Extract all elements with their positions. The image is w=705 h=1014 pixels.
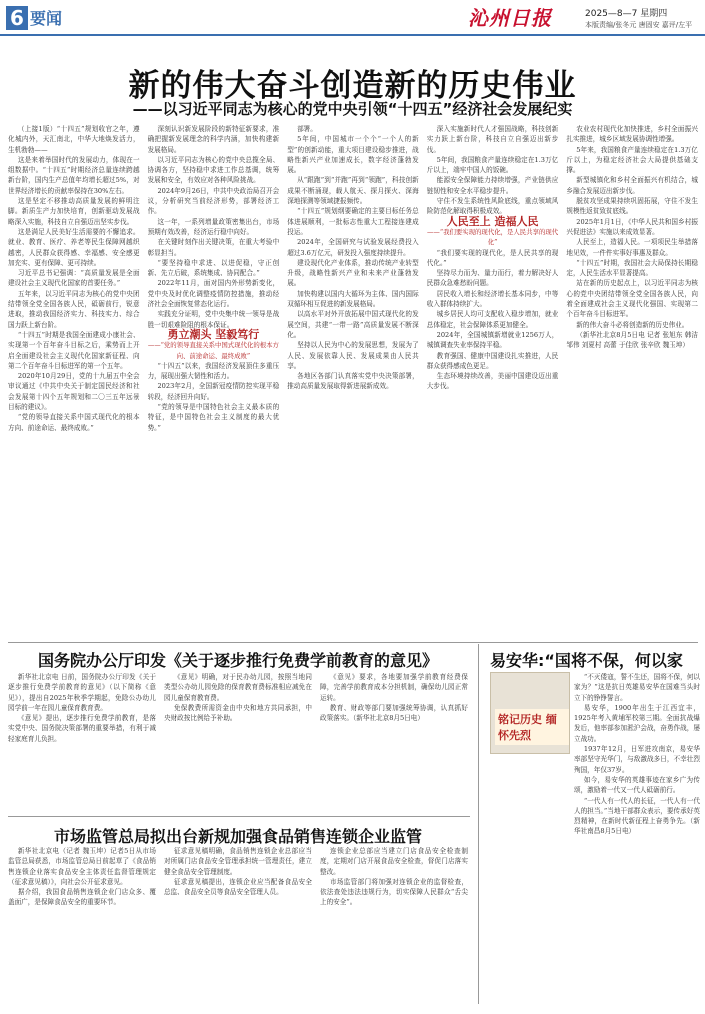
paragraph: 《意见》提出，逐步推行免费学前教育，是落实党中央、国务院决策部署的重要举措，有利于减轻家庭育儿负担。 — [8, 714, 156, 743]
paragraph: 坚持尽力而为、量力而行，着力解决好人民群众急难愁盼问题。 — [426, 269, 559, 288]
paragraph: 《意见》明确，对于民办幼儿园，按照当地同类型公办幼儿园免除的保育教育费标准相应减免在园儿童保育教育费。 — [164, 673, 312, 702]
paragraph: （上接1版）“十四五”规划收官之年，遵化城内外，天汇南北，中华大地焕发活力，生机勃勃—— — [8, 125, 140, 154]
paragraph: “十四五”时期，我国社会大局保持长期稳定，人民生活水平显著提高。 — [566, 258, 698, 278]
paragraph: 坚持以人民为中心的发展思想，发展为了人民、发展依靠人民、发展成果由人民共享。 — [287, 341, 419, 370]
paragraph: 生态环境持续改善，美丽中国建设迈出重大步伐。 — [426, 372, 559, 391]
photo-caption: 铭记历史 缅怀先烈 — [495, 709, 569, 745]
paragraph: 深入实施新时代人才强国战略，科技创新实力跃上新台阶，科技自立自强迈出新步伐。 — [426, 125, 559, 154]
paragraph: 《意见》要求，各地要加强学前教育经费保障，完善学前教育成本分担机制，确保幼儿园正常运转。 — [320, 673, 468, 702]
paragraph: 能源安全保障能力持续增强，产业链供应链韧性和安全水平稳步提升。 — [426, 176, 559, 195]
lead-column-3 — [287, 124, 419, 639]
paragraph: 五年来，以习近平同志为核心的党中央团结带领全党全国各族人民，砥砺前行，锐意进取，推动我国经济实力、科技实力、综合国力跃上新台阶。 — [8, 289, 140, 329]
page-header — [0, 0, 705, 36]
lead-article-body — [8, 124, 698, 639]
paragraph: 加快构建以国内大循环为主体、国内国际双循环相互促进的新发展格局。 — [287, 289, 419, 309]
paragraph: 2024年9月26日，中共中央政治局召开会议，分析研究当前经济形势，部署经济工作。 — [147, 186, 280, 216]
memorial-photo — [490, 672, 570, 754]
article2-body — [8, 672, 468, 807]
paragraph: 这是满足人民美好生活需要的不懈追求。就业、教育、医疗、养老等民生保障网越织越密，人民群众获得感、幸福感、安全感更加充实、更有保障、更可持续。 — [8, 227, 140, 267]
paragraph: 免保教费所需资金由中央和地方共同承担，中央财政按比例给予补助。 — [164, 703, 312, 723]
paragraph: 据介绍，我国食品销售连锁企业门店众多、覆盖面广，是保障食品安全的重要环节。 — [8, 888, 156, 907]
paragraph: 以习近平同志为核心的党中央总揽全局、协调各方，坚持稳中求进工作总基调，统筹发展和安全，有效应对各种风险挑战。 — [147, 155, 280, 185]
article4-column-1 — [8, 846, 156, 1006]
paragraph: 这一年，一系列增量政策密集出台，市场预期有效改善，经济运行稳中向好。 — [147, 217, 280, 236]
article4-body — [8, 846, 468, 1006]
paragraph: “十四五”以来，我国经济发展顶住多重压力，展现出强大韧性和活力。 — [147, 361, 280, 381]
paragraph: 2023年2月，全国新冠疫情防控实现平稳转段，经济回升向好。 — [147, 382, 280, 401]
article3-column — [574, 672, 700, 1002]
column-divider — [478, 644, 479, 1004]
article-divider — [8, 816, 470, 817]
paragraph: 人民至上，造福人民。一项项民生举措落地见效，一件件实事好事惠及群众。 — [566, 238, 698, 257]
paragraph: 站在新的历史起点上，以习近平同志为核心的党中央团结带领全党全国各族人民，向着全面建成社会主义现代化强国、实现第二个百年奋斗目标进军。 — [566, 279, 698, 319]
article2-column-1 — [8, 672, 156, 807]
paragraph: “一代人有一代人的长征，一代人有一代人的担当。”当地干部群众表示，要传承好英烈精神，在新时代新征程上奋勇争先。（新华社南昌8月5日电） — [574, 796, 700, 836]
article3-body — [490, 672, 700, 1002]
paragraph: 新型城镇化和乡村全面振兴有机结合，城乡融合发展迈出新步伐。 — [566, 176, 698, 195]
intertitle: 勇立潮头 坚毅笃行 — [167, 327, 260, 341]
paragraph: “十四五”时期是我国全面建成小康社会、实现第一个百年奋斗目标之后，乘势而上开启全面建设社会主义现代化国家新征程、向第二个百年奋斗目标进军的第一个五年。 — [8, 330, 140, 370]
paragraph: 2020年10月29日，党的十九届五中全会审议通过《中共中央关于制定国民经济和社会发展第十四个五年规划和二〇三五年远景目标的建议》。 — [8, 372, 140, 412]
article4-headline: 市场监管总局拟出台新规加强食品销售连锁企业监管 — [53, 827, 422, 846]
article2-headline: 国务院办公厅印发《关于逐步推行免费学前教育的意见》 — [37, 651, 438, 670]
paragraph: 守住不发生系统性风险底线，重点领域风险防范化解取得积极成效。 — [426, 197, 559, 216]
paragraph: 部署。 — [297, 125, 317, 133]
paragraph: 实践充分证明，党中央集中统一领导是战胜一切艰难险阻的根本保证。 — [147, 310, 280, 329]
intertitle-sub: ——“我们要实现的现代化，是人民共享的现代化” — [427, 227, 559, 247]
paragraph: 以高水平对外开放拓展中国式现代化的发展空间，共建“一带一路”高质量发展不断深化。 — [287, 310, 419, 339]
paragraph: 城乡居民人均可支配收入稳步增加，就业总体稳定，社会保障体系更加健全。 — [426, 310, 559, 329]
page-number: 6 — [6, 6, 28, 30]
lead-column-4 — [427, 124, 559, 639]
intertitle: 人民至上 造福人民 — [446, 214, 539, 228]
section-divider — [8, 642, 698, 643]
newspaper-logo: 沁州日报 — [468, 6, 552, 30]
paragraph: 从“跟跑”到“并跑”再到“领跑”，科技创新成果不断涌现，载人航天、探月探火、深海深地探测等领域捷报频传。 — [287, 176, 419, 206]
paragraph: 5年间，中国城市一个个“一个人的新型”的创新动能，重大项目建设稳步推进，战略性新兴产业加速成长，数字经济蓬勃发展。 — [287, 135, 419, 175]
paragraph: “要坚持稳中求进、以进促稳，守正创新、先立后破，系统集成、协同配合。” — [147, 258, 280, 278]
paragraph: 2024年，全国城镇新增就业1256万人，城镇调查失业率保持平稳。 — [426, 330, 559, 350]
paragraph: 2022年11月，面对国内外形势新变化，党中央及时优化调整疫情防控措施，推动经济社会全面恢复常态化运行。 — [147, 279, 280, 309]
paragraph: 各地区各部门认真落实党中央决策部署，推动高质量发展取得新进展新成效。 — [287, 372, 419, 391]
paragraph: 1937年12月，日军进攻南京，易安华率部坚守光华门，与敌激战多日，不幸壮烈殉国，年仅37岁。 — [574, 745, 700, 774]
paragraph: 征求意见稿明确，食品销售连锁企业总部应当对所属门店食品安全管理承担统一管理责任，建立健全食品安全管理制度。 — [164, 847, 312, 876]
article3-headline: 易安华:“国将不保，何以家 — [490, 651, 683, 670]
paragraph: 新的伟大奋斗必将创造新的历史伟业。 — [576, 320, 689, 329]
paragraph: 新华社北京电 日前，国务院办公厅印发《关于逐步推行免费学前教育的意见》（以下简称《意见》），提出自2025年秋季学期起，免除公办幼儿园学前一年在园儿童保育教育费。 — [8, 673, 156, 712]
section-name: 要闻 — [30, 9, 63, 28]
lead-column-2 — [148, 124, 280, 639]
lead-column-5 — [566, 124, 698, 639]
paragraph: 市场监管部门将加强对连锁企业的监督检查，依法查处违法违规行为，切实保障人民群众“舌尖上的安全”。 — [320, 877, 468, 907]
byline: （新华社北京8月5日电 记者 张旭东 韩洁 邹伟 刘夏村 高蕾 于佳欣 张辛欣 魏玉坤） — [566, 330, 698, 350]
lead-subheadline: ——以习近平同志为核心的党中央引领“十四五”经济社会发展纪实 — [132, 100, 573, 118]
paragraph: 5年间，我国粮食产量连续稳定在1.3万亿斤以上，端牢中国人的饭碗。 — [426, 155, 559, 175]
paragraph: 脱贫攻坚成果持续巩固拓展，守住不发生规模性返贫致贫底线。 — [566, 197, 698, 216]
paragraph: 征求意见稿提出，连锁企业应当配备食品安全总监、食品安全员等食品安全管理人员。 — [164, 877, 312, 897]
paragraph: 新华社北京电（记者 魏玉坤）记者5日从市场监管总局获悉，市场监管总局日前起草了《食品销售连锁企业落实食品安全主体责任监督管理规定（征求意见稿）》，向社会公开征求意见。 — [8, 847, 156, 886]
issue-date: 2025—8—7 星期四 — [585, 9, 668, 19]
paragraph: “不灭倭寇，誓不生还，国将不保，何以家为？”这是抗日英雄易安华在国难当头时立下的铮铮誓言。 — [574, 673, 700, 702]
article4-column-2 — [164, 846, 312, 1006]
article2-column-2 — [164, 672, 312, 807]
paragraph: 教育强国、健康中国建设扎实推进，人民群众获得感成色更足。 — [426, 351, 559, 370]
editors-line: 本版责编/张冬元 唐固安 嘉评/左平 — [585, 21, 693, 29]
paragraph: “党的领导是中国特色社会主义最本质的特征，是中国特色社会主义制度的最大优势。” — [147, 403, 280, 432]
paragraph: 这是来着举国时代的发展动力，体现在一组数据中。“十四五”时期经济总量连续跨越新台阶，国内生产总值年均增长超过5%，对世界经济增长的贡献率保持在30%左右。 — [8, 155, 140, 195]
paragraph: 在关键时刻作出关键决策，在重大考验中彰显担当。 — [147, 238, 280, 257]
paragraph: “党的领导直接关系中国式现代化的根本方向、前途命运、最终成败。” — [8, 413, 140, 432]
paragraph: 建设现代化产业体系，推动传统产业转型升级，战略性新兴产业和未来产业蓬勃发展。 — [287, 258, 419, 288]
paragraph: 2024年，全国研究与试验发展经费投入超过3.6万亿元，研发投入强度持续提升。 — [287, 238, 419, 257]
lead-headline: 新的伟大奋斗创造新的历史伟业 — [128, 68, 577, 104]
article4-column-3 — [320, 846, 468, 1006]
paragraph: 易安华，1900年出生于江西宜丰，1925年考入黄埔军校第三期。全面抗战爆发后，他率部参加淞沪会战，奋勇作战，屡立战功。 — [574, 703, 700, 743]
paragraph: 居民收入增长和经济增长基本同步，中等收入群体持续扩大。 — [426, 289, 559, 309]
intertitle-sub: ——“党的领导直接关系中国式现代化的根本方向、前途命运、最终成败” — [147, 341, 279, 360]
paragraph: 这是坚定不移推动高质量发展的鲜明注脚。新质生产力加快培育，创新驱动发展战略深入实施，科技自立自强迈出坚实步伐。 — [8, 197, 140, 226]
paragraph: “我们要实现的现代化，是人民共享的现代化。” — [426, 248, 559, 267]
paragraph: “十四五”规划纲要确定的主要目标任务总体进展顺利，一批标志性重大工程接连建成投运。 — [287, 207, 419, 236]
header-rule — [0, 34, 705, 36]
paragraph: 习近平总书记强调：“高质量发展是全面建设社会主义现代化国家的首要任务。” — [8, 269, 140, 288]
paragraph: 5年来，我国粮食产量连续稳定在1.3万亿斤以上，为稳定经济社会大局提供基础支撑。 — [566, 145, 698, 175]
paragraph: 深刻认识新发展阶段的新特征新要求，准确把握新发展理念的科学内涵，加快构建新发展格局。 — [147, 125, 280, 154]
lead-column-1 — [8, 124, 140, 639]
paragraph: 教育、财政等部门要加强统筹协调，认真抓好政策落实。（新华社北京8月5日电） — [320, 703, 468, 723]
article2-column-3 — [320, 672, 468, 807]
paragraph: 如今，易安华的英雄事迹在家乡广为传颂，激励着一代又一代人砥砺前行。 — [574, 775, 700, 795]
paragraph: 连锁企业总部应当建立门店食品安全检查制度，定期对门店开展食品安全检查，督促门店落实整改。 — [320, 847, 468, 876]
paragraph: 2025年1月1日，《中华人民共和国乡村振兴促进法》实施以来成效显著。 — [566, 217, 698, 236]
paragraph: 农业农村现代化加快推进，乡村全面振兴扎实推进，城乡区域发展协调性增强。 — [566, 125, 698, 144]
